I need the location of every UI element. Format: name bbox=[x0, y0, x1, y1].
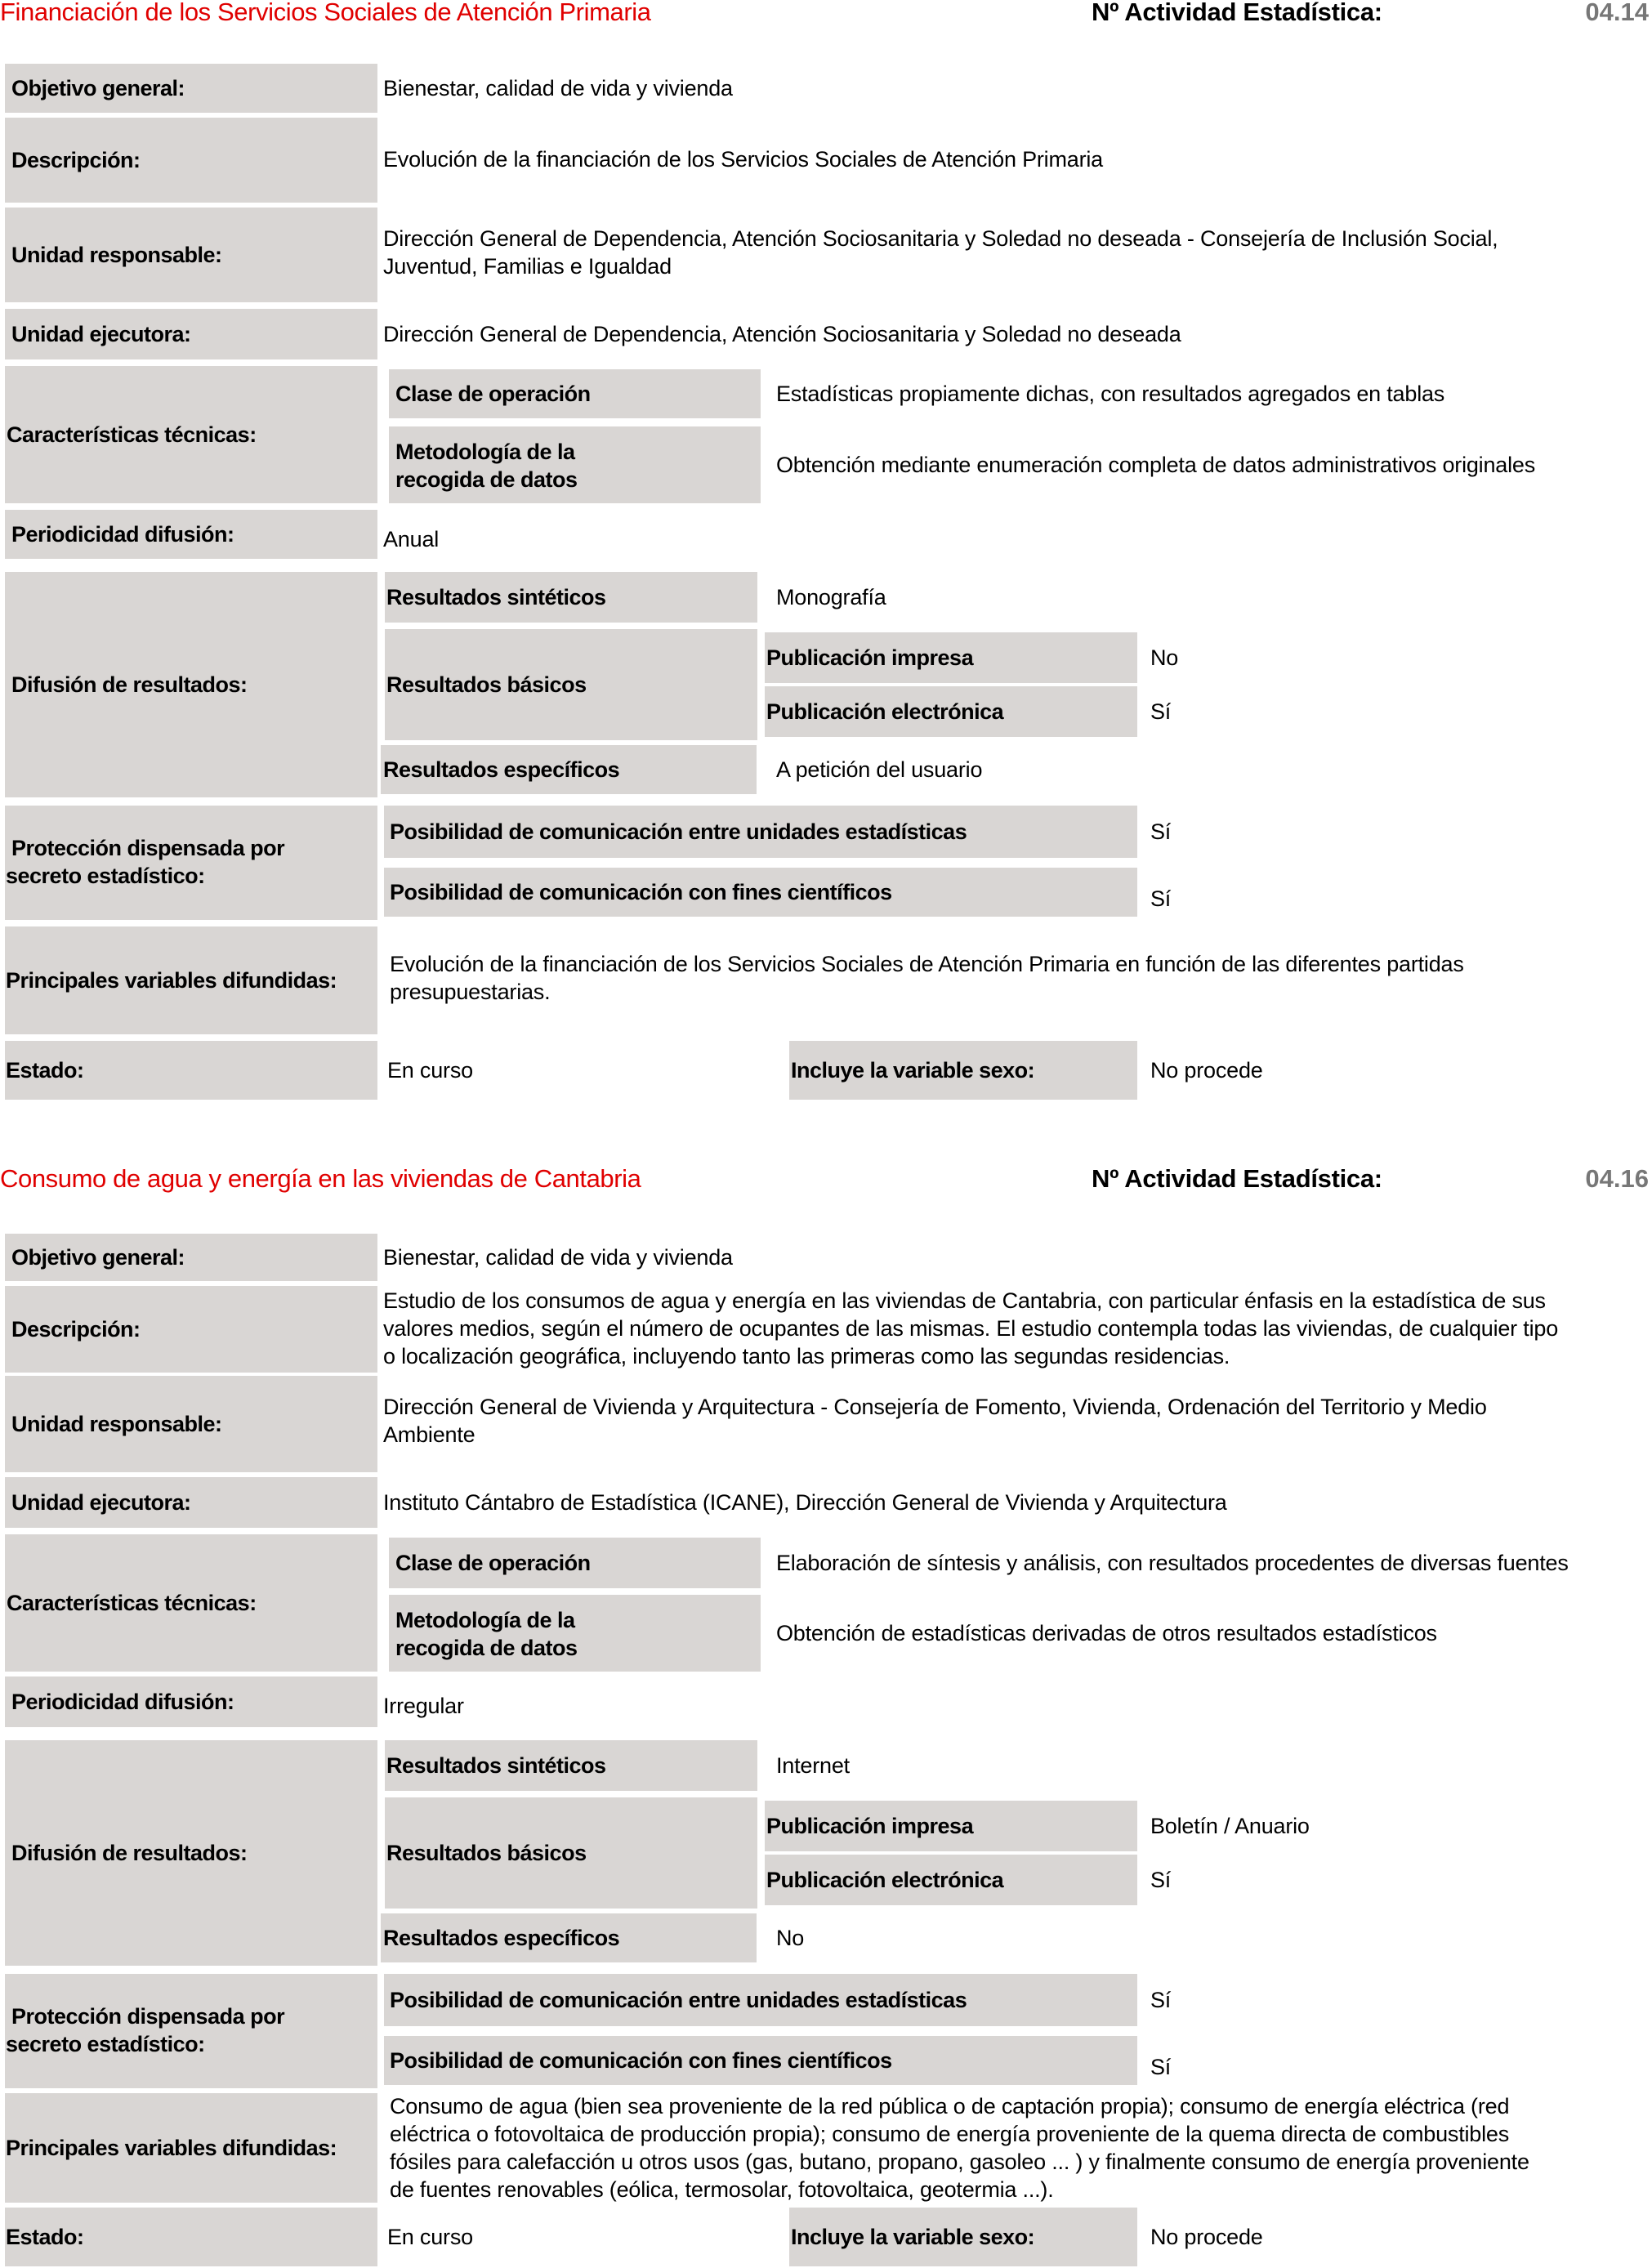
value-periodicidad: Anual bbox=[383, 527, 440, 551]
label-proteccion-line: secreto estadístico: bbox=[6, 864, 205, 888]
label-res-especificos: Resultados específicos bbox=[383, 757, 620, 782]
label-unidad-responsable: Unidad responsable: bbox=[11, 242, 222, 267]
label-proteccion-line: Protección dispensada por bbox=[11, 836, 285, 860]
row-unidad-responsable bbox=[0, 208, 1652, 302]
value-descripcion-line: valores medios, según el número de ocupantes de las mismas. El estudio contempla todas las viviendas, de cualquier tipo bbox=[383, 1316, 1559, 1341]
value-variables-line: de fuentes renovables (eólica, termosolar, fotovoltaica, geotermia ...). bbox=[390, 2177, 1054, 2202]
label-com-cientificos: Posibilidad de comunicación con fines científicos bbox=[390, 879, 892, 904]
value-estado: En curso bbox=[387, 1057, 473, 1083]
label-sexo: Incluye la variable sexo: bbox=[791, 1057, 1035, 1083]
row-caracteristicas bbox=[0, 1534, 1652, 1672]
row-difusion bbox=[0, 572, 1652, 797]
row-unidad-ejecutora bbox=[0, 309, 1652, 359]
value-unidad-responsable-line: Dirección General de Dependencia, Atención Sociosanitaria y Soledad no deseada - Consejería de Inclusión Social, bbox=[383, 226, 1498, 251]
value-com-unidades: Sí bbox=[1150, 1987, 1172, 2012]
row-descripcion bbox=[0, 118, 1652, 203]
value-unidad-responsable-line: Ambiente bbox=[383, 1422, 476, 1447]
label-com-unidades: Posibilidad de comunicación entre unidades estadísticas bbox=[390, 1987, 967, 2012]
value-periodicidad: Irregular bbox=[383, 1694, 464, 1718]
label-metodologia-line: Metodología de la bbox=[395, 1608, 575, 1632]
label-unidad-ejecutora: Unidad ejecutora: bbox=[11, 1489, 191, 1515]
label-res-basicos: Resultados básicos bbox=[386, 1840, 587, 1865]
label-res-sinteticos: Resultados sintéticos bbox=[386, 584, 606, 609]
row-caracteristicas bbox=[0, 366, 1652, 503]
value-variables-line: fósiles para calefacción u otros usos (gas, butano, propano, gasoleo ... ) y finalmente consumo de energía proveniente bbox=[390, 2150, 1529, 2174]
row-periodicidad bbox=[0, 1676, 1652, 1727]
row-estado bbox=[0, 2208, 1652, 2266]
label-pub-impresa: Publicación impresa bbox=[766, 1813, 974, 1838]
label-sexo: Incluye la variable sexo: bbox=[791, 2224, 1035, 2249]
value-pub-electronica: Sí bbox=[1150, 699, 1172, 724]
label-estado: Estado: bbox=[6, 2224, 84, 2249]
row-variables bbox=[0, 2093, 1652, 2203]
value-com-unidades: Sí bbox=[1150, 819, 1172, 844]
label-unidad-ejecutora: Unidad ejecutora: bbox=[11, 321, 191, 346]
activity-title: Financiación de los Servicios Sociales de Atención Primaria bbox=[0, 0, 651, 26]
value-res-sinteticos: Internet bbox=[776, 1752, 850, 1778]
activity-number-label: Nº Actividad Estadística: bbox=[1092, 0, 1382, 26]
value-clase-operacion: Elaboración de síntesis y análisis, con resultados procedentes de diversas fuentes bbox=[776, 1550, 1569, 1575]
label-objetivo: Objetivo general: bbox=[11, 75, 185, 100]
value-descripcion-line: Estudio de los consumos de agua y energía en las viviendas de Cantabria, con particular énfasis en la estadística de sus bbox=[383, 1288, 1546, 1313]
value-variables-line: eléctrica o fotovoltaica de producción propia); consumo de energía proveniente de la quema directa de combustibles bbox=[390, 2122, 1510, 2146]
row-descripcion bbox=[0, 1286, 1652, 1373]
value-pub-impresa: Boletín / Anuario bbox=[1150, 1813, 1310, 1838]
label-proteccion-line: secreto estadístico: bbox=[6, 2032, 205, 2056]
label-clase-operacion: Clase de operación bbox=[395, 381, 591, 406]
value-pub-electronica: Sí bbox=[1150, 1867, 1172, 1892]
value-sexo: No procede bbox=[1150, 1057, 1263, 1083]
label-com-cientificos: Posibilidad de comunicación con fines científicos bbox=[390, 2047, 892, 2073]
label-estado: Estado: bbox=[6, 1057, 84, 1083]
row-objetivo bbox=[0, 64, 1652, 113]
value-descripcion-line: Evolución de la financiación de los Servicios Sociales de Atención Primaria bbox=[383, 147, 1103, 172]
label-caracteristicas: Características técnicas: bbox=[7, 1590, 257, 1615]
row-proteccion bbox=[0, 1974, 1652, 2088]
label-difusion: Difusión de resultados: bbox=[11, 1840, 248, 1865]
value-res-especificos: A petición del usuario bbox=[776, 757, 983, 782]
sheet-header bbox=[0, 0, 1652, 28]
label-metodologia-line: recogida de datos bbox=[395, 1636, 578, 1660]
label-periodicidad: Periodicidad difusión: bbox=[11, 1689, 234, 1714]
label-caracteristicas: Características técnicas: bbox=[7, 422, 257, 447]
row-estado bbox=[0, 1041, 1652, 1100]
label-descripcion: Descripción: bbox=[11, 1316, 141, 1342]
label-metodologia-line: Metodología de la bbox=[395, 440, 575, 464]
value-unidad-ejecutora: Instituto Cántabro de Estadística (ICANE), Dirección General de Vivienda y Arquitectura bbox=[383, 1489, 1227, 1515]
label-variables: Principales variables difundidas: bbox=[6, 2135, 337, 2160]
row-unidad-ejecutora bbox=[0, 1477, 1652, 1528]
value-descripcion-line: o localización geográfica, incluyendo tanto las primeras como las segundas residencias. bbox=[383, 1344, 1230, 1368]
value-objetivo: Bienestar, calidad de vida y vivienda bbox=[383, 1244, 733, 1270]
activity-number: 04.16 bbox=[1585, 1164, 1649, 1193]
value-sexo: No procede bbox=[1150, 2224, 1263, 2249]
row-difusion bbox=[0, 1740, 1652, 1966]
value-com-cientificos: Sí bbox=[1150, 886, 1172, 911]
label-com-unidades: Posibilidad de comunicación entre unidades estadísticas bbox=[390, 819, 967, 844]
label-unidad-responsable: Unidad responsable: bbox=[11, 1411, 222, 1436]
value-variables-line: Consumo de agua (bien sea proveniente de la red pública o de captación propia); consumo de energía eléctrica (red bbox=[390, 2094, 1510, 2118]
label-objetivo: Objetivo general: bbox=[11, 1244, 185, 1270]
value-variables-line: presupuestarias. bbox=[390, 980, 551, 1004]
label-res-especificos: Resultados específicos bbox=[383, 1925, 620, 1950]
label-variables: Principales variables difundidas: bbox=[6, 967, 337, 993]
value-unidad-responsable-line: Dirección General de Vivienda y Arquitectura - Consejería de Fomento, Vivienda, Ordenación del Territorio y Medio bbox=[383, 1395, 1487, 1419]
activity-title: Consumo de agua y energía en las viviendas de Cantabria bbox=[0, 1164, 641, 1193]
label-periodicidad: Periodicidad difusión: bbox=[11, 521, 234, 547]
value-com-cientificos: Sí bbox=[1150, 2055, 1172, 2079]
label-difusion: Difusión de resultados: bbox=[11, 672, 248, 697]
label-pub-electronica: Publicación electrónica bbox=[766, 1867, 1004, 1892]
value-clase-operacion: Estadísticas propiamente dichas, con resultados agregados en tablas bbox=[776, 381, 1445, 406]
value-variables-line: Evolución de la financiación de los Servicios Sociales de Atención Primaria en función de las diferentes partidas bbox=[390, 952, 1464, 976]
value-res-sinteticos: Monografía bbox=[776, 584, 886, 609]
activity-number: 04.14 bbox=[1585, 0, 1649, 26]
value-metodologia: Obtención de estadísticas derivadas de otros resultados estadísticos bbox=[776, 1620, 1437, 1645]
value-pub-impresa: No bbox=[1150, 645, 1179, 670]
value-objetivo: Bienestar, calidad de vida y vivienda bbox=[383, 75, 733, 100]
row-proteccion bbox=[0, 806, 1652, 920]
value-metodologia: Obtención mediante enumeración completa de datos administrativos originales bbox=[776, 452, 1536, 477]
row-variables bbox=[0, 926, 1652, 1034]
activity-number-label: Nº Actividad Estadística: bbox=[1092, 1164, 1382, 1193]
row-objetivo bbox=[0, 1234, 1652, 1281]
label-pub-impresa: Publicación impresa bbox=[766, 645, 974, 670]
label-pub-electronica: Publicación electrónica bbox=[766, 699, 1004, 724]
label-proteccion-line: Protección dispensada por bbox=[11, 2004, 285, 2029]
label-res-sinteticos: Resultados sintéticos bbox=[386, 1752, 606, 1778]
value-res-especificos: No bbox=[776, 1925, 805, 1950]
value-unidad-responsable-line: Juventud, Familias e Igualdad bbox=[383, 254, 672, 279]
row-periodicidad bbox=[0, 510, 1652, 559]
label-metodologia-line: recogida de datos bbox=[395, 467, 578, 492]
sheet-header bbox=[0, 1164, 1652, 1194]
label-res-basicos: Resultados básicos bbox=[386, 672, 587, 697]
row-unidad-responsable bbox=[0, 1376, 1652, 1472]
label-descripcion: Descripción: bbox=[11, 147, 141, 172]
value-unidad-ejecutora: Dirección General de Dependencia, Atención Sociosanitaria y Soledad no deseada bbox=[383, 321, 1181, 346]
label-clase-operacion: Clase de operación bbox=[395, 1550, 591, 1575]
value-estado: En curso bbox=[387, 2224, 473, 2249]
